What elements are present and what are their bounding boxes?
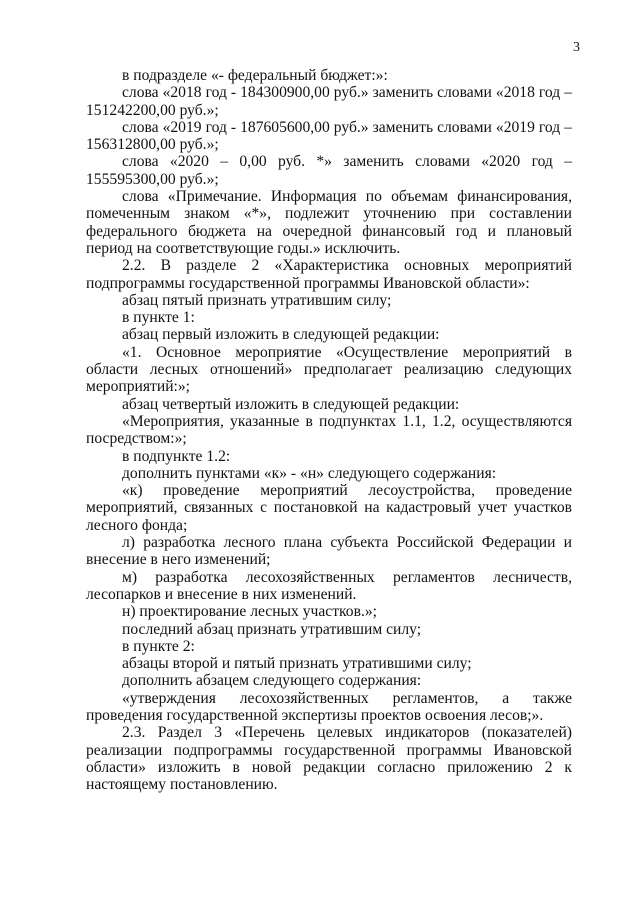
paragraph: «к) проведение мероприятий лесоустройства, проведение мероприятий, связанных с постановкой на кадастровый учет участков лесного фонда; [86,482,572,534]
paragraph: н) проектирование лесных участков.»; [122,603,377,621]
paragraph: в подпункте 1.2: [122,447,231,465]
paragraph: дополнить пунктами «к» - «н» следующего содержания: [122,464,497,482]
paragraph: дополнить абзацем следующего содержания: [122,672,422,690]
paragraph: 2.3. Раздел 3 «Перечень целевых индикаторов (показателей) реализации подпрограммы государственной программы Ивановской области» изложить в новой редакции согласно приложению 2 к настоящему постановлению. [86,724,572,794]
paragraph: в подразделе «- федеральный бюджет:»: [122,67,388,84]
paragraph: в пункте 2: [122,637,195,655]
paragraph: 2.2. В разделе 2 «Характеристика основных мероприятий подпрограммы государственной программы Ивановской области»: [86,257,572,292]
paragraph: слова «2018 год - 184300900,00 руб.» заменить словами «2018 год – 151242200,00 руб.»; [86,84,572,119]
paragraph: слова «2019 год - 187605600,00 руб.» заменить словами «2019 год – 156312800,00 руб.»; [86,118,572,154]
paragraph: абзац первый изложить в следующей редакции: [122,326,440,344]
paragraph: «утверждения лесохозяйственных регламентов, а также проведения государственной экспертизы проектов освоения лесов;». [86,689,572,724]
paragraph: в пункте 1: [122,309,195,327]
paragraph: абзацы второй и пятый признать утратившими силу; [122,655,472,673]
paragraph: м) разработка лесохозяйственных регламентов лесничеств, лесопарков и внесение в них изменений. [86,568,572,603]
paragraph: «Мероприятия, указанные в подпунктах 1.1, 1.2, осуществляются посредством:»; [86,412,572,448]
paragraph: слова «Примечание. Информация по объемам финансирования, помеченным знаком «*», подлежит уточнению при составлении федерального бюджета на очередной финансовый год и плановый период на соответствующие годы.» исключить. [86,188,572,257]
paragraph: абзац четвертый изложить в следующей редакции: [122,395,460,413]
page-number: 3 [573,40,580,55]
paragraph: «1. Основное мероприятие «Осуществление мероприятий в области лесных отношений» предполагает реализацию следующих мероприятий:»; [86,343,572,396]
paragraph: слова «2020 – 0,00 руб. *» заменить словами «2020 год – 155595300,00 руб.»; [86,153,572,188]
paragraph: последний абзац признать утратившим силу; [122,620,422,638]
paragraph: абзац пятый признать утратившим силу; [122,291,392,309]
paragraph: л) разработка лесного плана субъекта Российской Федерации и внесение в него изменений; [86,534,572,569]
document-body [86,67,572,793]
